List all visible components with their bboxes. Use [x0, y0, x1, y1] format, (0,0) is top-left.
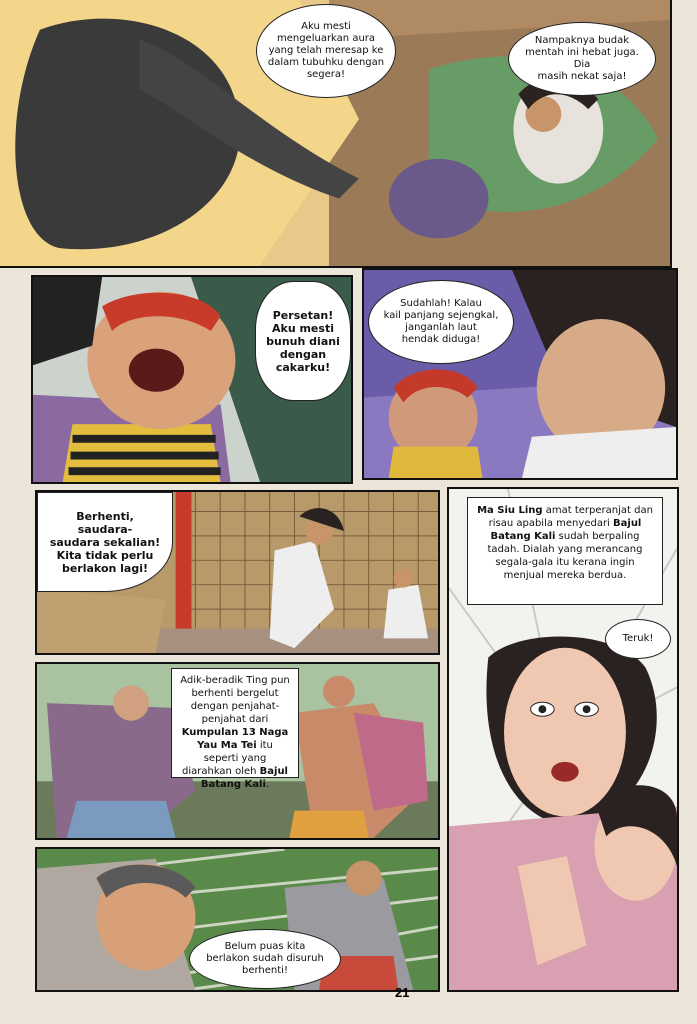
page-number: 21 — [395, 985, 410, 1000]
caption-name-bajul: Bajul Batang Kali — [490, 518, 642, 542]
caption-text-1: amat terperanjat dan risau apabila menyedari — [488, 505, 653, 529]
panel-4 — [35, 490, 440, 655]
caption-name-ma-siu-ling: Ma Siu Ling — [477, 505, 543, 516]
panel-2 — [31, 275, 353, 484]
caption-text-2: sudah berpaling tadah. Dialah yang merancang segala-gala itu kerana ingin menjual mereka berdua. — [487, 531, 643, 581]
caption-text-5: . — [265, 779, 270, 790]
speech-bubble-persetan: Persetan! Aku mesti bunuh diani dengan cakarku! — [255, 281, 351, 401]
panel-6 — [35, 662, 440, 840]
panel-5 — [447, 487, 679, 992]
caption-group-name: Kumpulan 13 Naga Yau Ma Tei — [181, 727, 289, 751]
speech-bubble-sudahlah: Sudahlah! Kalau kail panjang sejengkal, janganlah laut hendak diduga! — [368, 280, 514, 364]
panel-7 — [35, 847, 440, 992]
panel-3 — [362, 268, 678, 480]
caption-text-3: Adik-beradik Ting pun berhenti bergelut dengan penjahat-penjahat dari — [180, 675, 290, 725]
panel-1 — [0, 0, 672, 268]
caption-adik-beradik — [171, 668, 299, 790]
speech-bubble-budak-mentah: Nampaknya budak mentah ini hebat juga. Dia masih nekat saja! — [508, 22, 656, 96]
speech-bubble-berhenti: Berhenti, saudara- saudara sekalian! Kita tidak perlu berlakon lagi! — [37, 492, 173, 592]
speech-bubble-teruk: Teruk! — [605, 619, 671, 659]
caption-ma-siu-ling — [467, 497, 663, 605]
caption-text-4: itu seperti yang diarahkan oleh — [181, 740, 273, 777]
caption-name-bajul-2: Bajul Batang Kali — [200, 766, 288, 790]
speech-bubble-belum-puas: Belum puas kita berlakon sudah disuruh berhenti! — [189, 929, 341, 989]
speech-bubble-aura: Aku mesti mengeluarkan aura yang telah meresap ke dalam tubuhku dengan segera! — [256, 4, 396, 98]
